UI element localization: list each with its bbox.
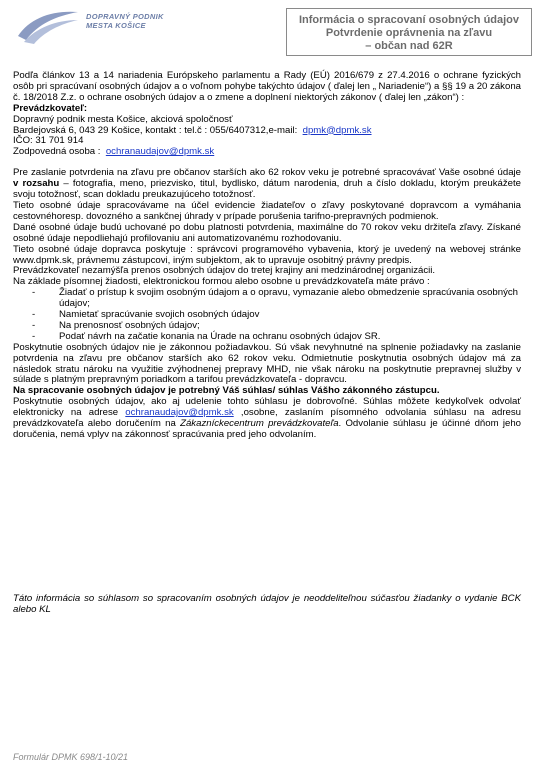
responsible-person bbox=[13, 147, 521, 158]
consent-text-1: Poskytnutie osobných údajov, ako aj udelenie tohto súhlasu je dobrovoľné. Súhlas môžete kedykoľvek odvolať elektronicky na adrese bbox=[13, 396, 521, 419]
rights-item: - Namietať spracúvanie svojich osobných údajov bbox=[59, 310, 521, 321]
rights-item: - Podať návrh na začatie konania na Úrade na ochranu osobných údajov SR. bbox=[59, 332, 521, 343]
operator-email-link[interactable]: dpmk@dpmk.sk bbox=[302, 124, 372, 136]
footer-note: Táto informácia so súhlasom so spracovaním osobných údajov je neoddeliteľnou súčasťou žiadanky o vydanie BCK alebo KL bbox=[13, 593, 521, 615]
scope-paragraph bbox=[13, 168, 521, 201]
document-title-box bbox=[286, 8, 532, 56]
operator-name: Dopravný podnik mesta Košice, akciová spoločnosť bbox=[13, 113, 233, 125]
consent-text-3: . Odvolanie súhlasu je účinné dňom jeho doručenia, nemá vplyv na zákonnosť spracúvania pred jeho odvolaním. bbox=[13, 418, 521, 440]
scope-text-1: Pre zaslanie potvrdenia na zľavu pre občanov starších ako 62 rokov veku je potrebné spracovávať Vaše osobné údaje bbox=[13, 167, 521, 179]
document-header bbox=[12, 4, 534, 56]
rights-intro: Na základe písomnej žiadosti, elektronickou formou alebo osobne u prevádzkovateľa máte právo : bbox=[13, 276, 430, 288]
requirement-paragraph: Poskytnutie osobných údajov nie je zákonnou požiadavkou. Sú však nevyhnutné na splnenie požiadavky na zaslanie potvrdenia na zľavu pre občanov starších ako 62 rokov veku. Odmietnutie poskytnutia osobných údajov má za následok stratu nároku na využitie zvýhodnenej prepravy MHD, nie však nároku na poskytnutie prepravnej služby v súlade s platným prepravným poriadkom a tarifou prevádzkovateľa - dopravcu. bbox=[13, 341, 521, 386]
operator-address bbox=[13, 126, 521, 137]
title-line-2: Potvrdenie oprávnenia na zľavu bbox=[325, 27, 493, 39]
consent-italic: Zákazníckecentrum prevádzkovateľa bbox=[180, 418, 339, 430]
company-logo bbox=[16, 4, 246, 56]
purpose-paragraph: Tieto osobné údaje spracovávame na účel evidencie žiadateľov o zľavy poskytované dopravcom a vymáhania cestovnéhoresp. dovozného a sankčnej úhrady v prípade porušenia tarifno-prepravných podmienok. bbox=[13, 199, 521, 222]
consent-heading: Na spracovanie osobných údajov je potrebný Váš súhlas/ súhlas Vášho zákonného zástupcu. bbox=[13, 385, 440, 397]
scope-text-2: – fotografia, meno, priezvisko, titul, bydlisko, dátum narodenia, druh a číslo dokladu, ktorým preukážete svoju totožnosť, scan dokladu preukazujúceho totožnosť. bbox=[13, 178, 521, 201]
retention-paragraph: Dané osobné údaje budú uchované po dobu platnosti potvrdenia, maximálne do 70 rokov veku držiteľa zľavy. Získané osobné údaje nepodliehajú profilovaniu ani automatizovanému rozhodovaniu. bbox=[13, 221, 521, 244]
consent-paragraph bbox=[13, 397, 521, 441]
logo-swoosh-icon bbox=[16, 6, 80, 46]
consent-text-2: ,osobne, zaslaním písomného odvolania súhlasu na adresu prevádzkovateľa alebo doručením na bbox=[13, 407, 521, 430]
document-body bbox=[13, 71, 521, 441]
rights-list bbox=[13, 288, 521, 343]
rights-item: - Žiadať o prístup k svojim osobným údajom a o opravu, vymazanie alebo obmedzenie spracúvania osobných údajov; bbox=[59, 288, 521, 310]
operator-heading: Prevádzkovateľ: bbox=[13, 102, 88, 114]
consent-email-link[interactable]: ochranaudajov@dpmk.sk bbox=[125, 407, 234, 419]
intro-paragraph: Podľa článkov 13 a 14 nariadenia Európskeho parlamentu a Rady (EÚ) 2016/679 z 27.4.2016 o ochrane fyzických osôb pri spracúvaní osobných údajov a o voľnom pohybe takýchto údajov ( ďalej len „ Nariadenie“) a §§ 19 a 20 zákona č. 18/2018 Z.z. o ochrane osobných údajov a o zmene a doplnení niektorých zákonov ( ďalej len „zákon“) : bbox=[13, 70, 521, 103]
operator-ico: IČO: 31 701 914 bbox=[13, 135, 84, 147]
transfer-paragraph: Prevádzkovateľ nezamýšľa prenos osobných údajov do tretej krajiny ani medzinárodnej organizácii. bbox=[13, 265, 436, 277]
responsible-email-link[interactable]: ochranaudajov@dpmk.sk bbox=[105, 146, 215, 158]
form-code: Formulár DPMK 698/1-10/21 bbox=[13, 752, 129, 762]
responsible-label: Zodpovedná osoba : bbox=[13, 146, 101, 158]
scope-bold: v rozsahu bbox=[13, 178, 60, 190]
rights-item: - Na prenosnosť osobných údajov; bbox=[59, 321, 521, 332]
title-line-1: Informácia o spracovaní osobných údajov bbox=[298, 14, 520, 26]
logo-line-1: DOPRAVNÝ PODNIK bbox=[86, 12, 164, 21]
operator-address-text: Bardejovská 6, 043 29 Košice, kontakt : tel.č : 055/6407312,e-mail: bbox=[13, 124, 298, 136]
logo-text bbox=[86, 12, 164, 30]
recipients-paragraph: Tieto osobné údaje dopravca poskytuje : správcovi programového vybavenia, ktorý je uvedený na webovej stránke www.dpmk.sk, právnemu zástupcovi, iným subjektom, ak to upravuje osobitný právny predpis. bbox=[13, 243, 521, 266]
title-line-3: – občan nad 62R bbox=[365, 40, 453, 52]
logo-line-2: MESTA KOŠICE bbox=[86, 21, 146, 30]
